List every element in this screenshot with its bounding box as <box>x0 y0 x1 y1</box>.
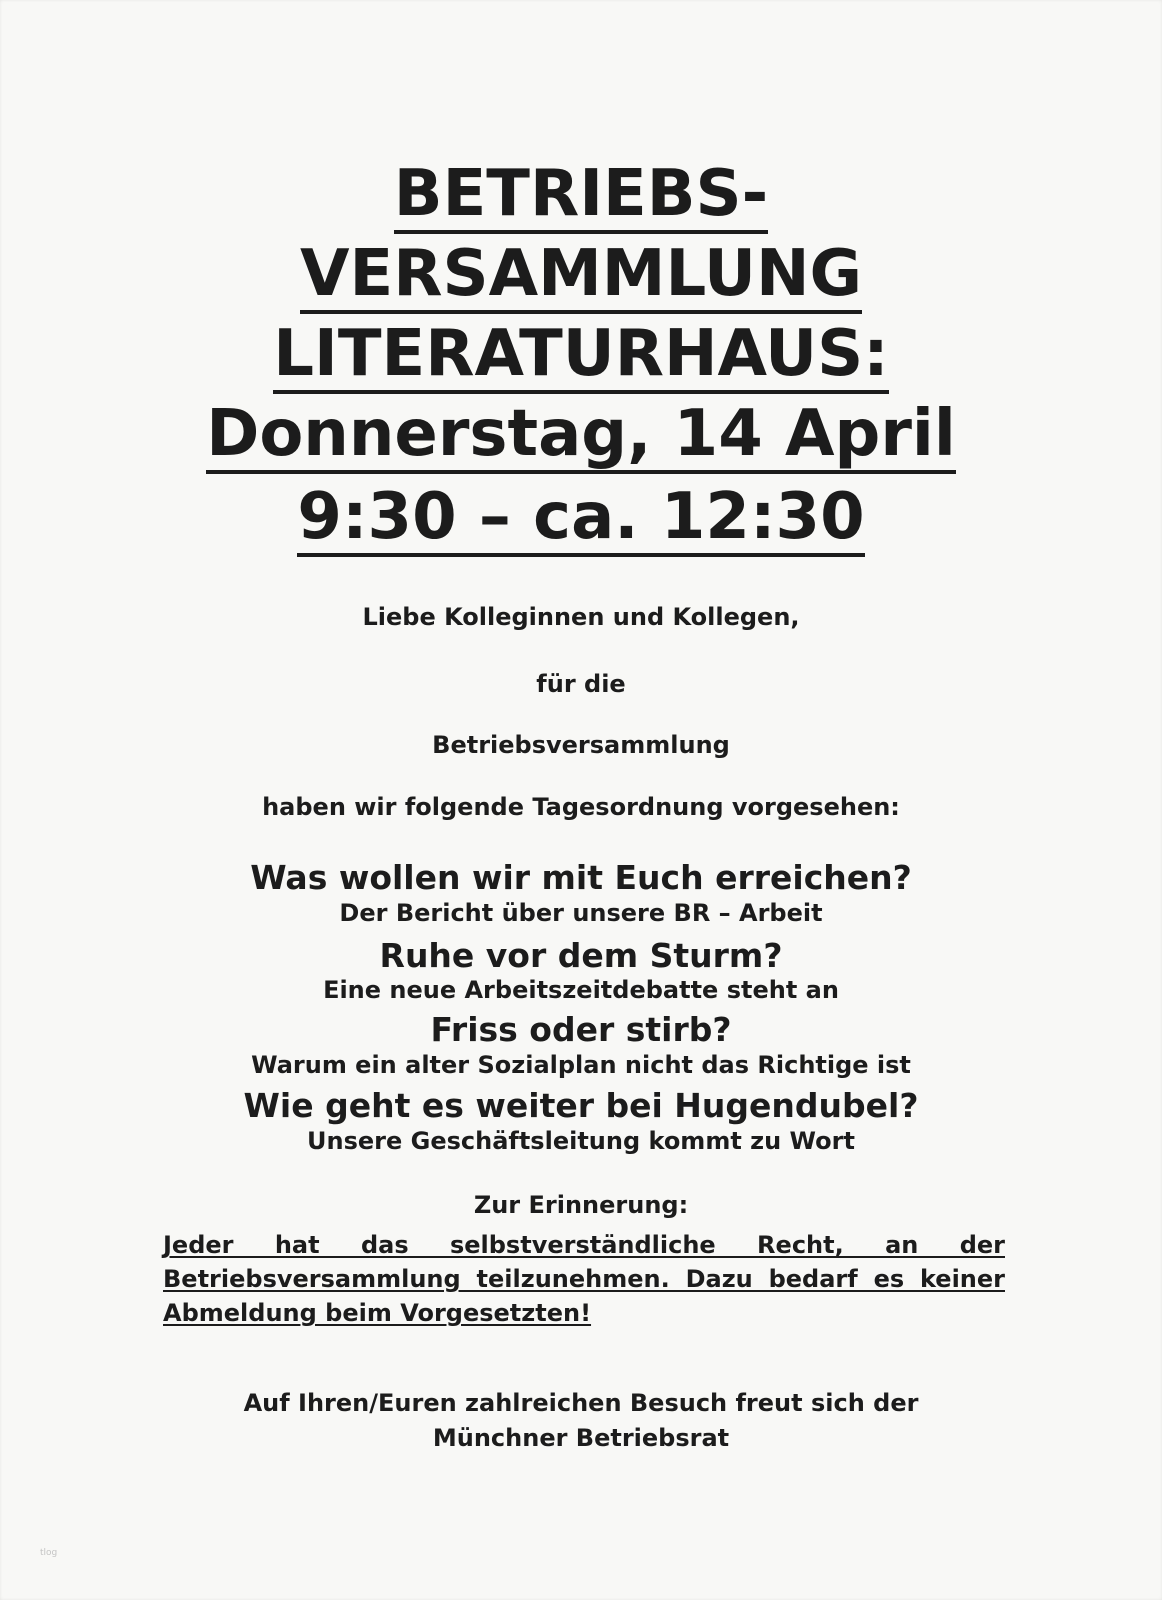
watermark: tlog <box>40 1548 58 1558</box>
agenda-item-4-subtitle: Unsere Geschäftsleitung kommt zu Wort <box>307 1127 855 1155</box>
agenda-intro: haben wir folgende Tagesordnung vorgesehen: <box>262 793 900 821</box>
closing-signature: Münchner Betriebsrat <box>432 1424 730 1452</box>
headline-date: Donnerstag, 14 April <box>0 402 1162 474</box>
intro-for-the: für die <box>536 670 626 698</box>
greeting: Liebe Kolleginnen und Kollegen, <box>362 603 800 631</box>
closing-line-1: Auf Ihren/Euren zahlreichen Besuch freut sich der <box>243 1389 919 1417</box>
headline-line-2: VERSAMMLUNG <box>0 242 1162 314</box>
agenda-item-3-title: Friss oder stirb? <box>430 1010 732 1049</box>
agenda-item-2-subtitle: Eine neue Arbeitszeitdebatte steht an <box>323 976 839 1004</box>
reminder-label: Zur Erinnerung: <box>473 1191 689 1219</box>
intro-meeting: Betriebsversammlung <box>432 731 730 759</box>
agenda-item-2-title: Ruhe vor dem Sturm? <box>379 936 783 975</box>
agenda-item-4-title: Wie geht es weiter bei Hugendubel? <box>243 1086 919 1125</box>
headline-time: 9:30 – ca. 12:30 <box>0 485 1162 557</box>
agenda-item-1-subtitle: Der Bericht über unsere BR – Arbeit <box>339 899 823 927</box>
headline-line-3: LITERATURHAUS: <box>0 322 1162 394</box>
agenda-item-3-subtitle: Warum ein alter Sozialplan nicht das Richtige ist <box>251 1051 911 1079</box>
agenda-item-1-title: Was wollen wir mit Euch erreichen? <box>250 858 912 897</box>
reminder-text: Jeder hat das selbstverständliche Recht, an der Betriebsversammlung teilzunehmen. Dazu bedarf es keiner Abmeldung beim Vorgesetzten! <box>163 1231 1005 1327</box>
headline-line-1: BETRIEBS- <box>0 162 1162 234</box>
